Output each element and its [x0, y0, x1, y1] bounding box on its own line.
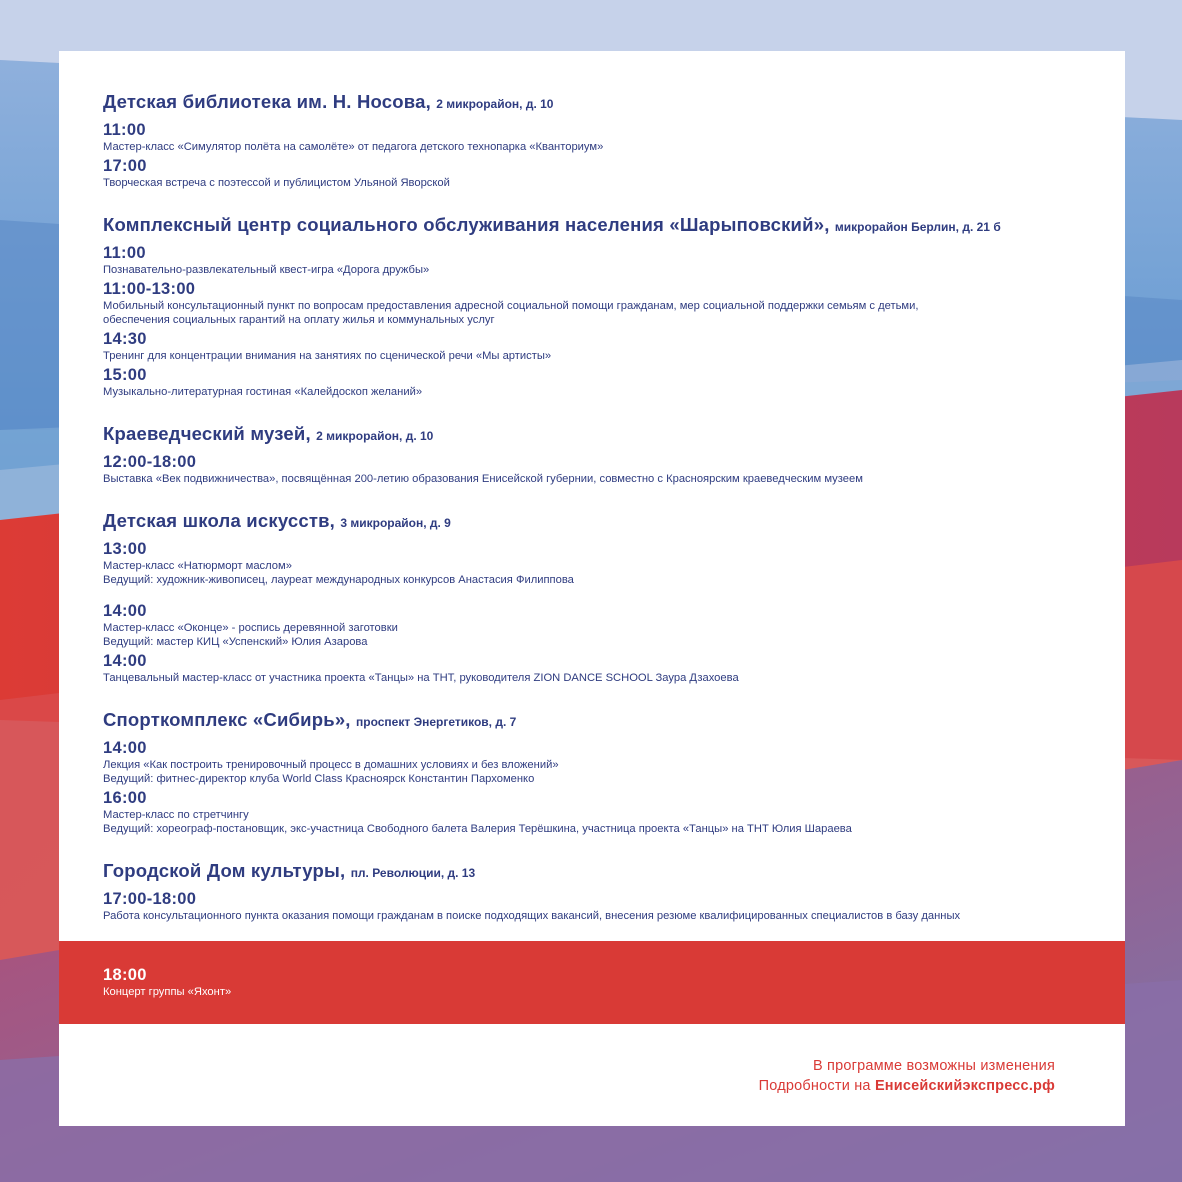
- event-description: Ведущий: фитнес-директор клуба World Class Красноярск Константин Пархоменко: [103, 773, 535, 785]
- footer-details-line: [759, 1076, 1055, 1096]
- event-description: Мастер-класс по стретчингу: [103, 809, 249, 821]
- event-description: Выставка «Век подвижничества», посвящённая 200-летию образования Енисейской губернии, совместно с Красноярским краеведческим музеем: [103, 473, 863, 485]
- venue-section: [103, 212, 1103, 399]
- event-time: 11:00-13:00: [103, 280, 196, 298]
- venue-section: [103, 707, 1103, 836]
- venue-section: [103, 508, 1103, 685]
- event-time: 17:00-18:00: [103, 890, 197, 908]
- venue-address: 2 микрорайон, д. 10: [316, 429, 434, 443]
- venue-address: пл. Революции, д. 13: [350, 866, 476, 880]
- event-description: Танцевальный мастер-класс от участника проекта «Танцы» на ТНТ, руководителя ZION DANCE SCHOOL Заура Дзахоева: [103, 672, 739, 684]
- event-time: 14:30: [103, 330, 147, 348]
- event-item: [103, 279, 1103, 327]
- venue-list: [103, 89, 1103, 945]
- event-description: Мобильный консультационный пункт по вопросам предоставления адресной социальной помощи гражданам, мер социальной поддержки семьям с детьми,: [103, 300, 919, 312]
- venue-heading: [103, 421, 1103, 449]
- highlight-text: Концерт группы «Яхонт»: [103, 986, 232, 998]
- event-description: Мастер-класс «Симулятор полёта на самолёте» от педагога детского технопарка «Кванториум»: [103, 141, 604, 153]
- event-description: Работа консультационного пункта оказания помощи гражданам в поиске подходящих вакансий, внесения резюме квалифицированных специалистов в базу данных: [103, 910, 961, 922]
- venue-address: 3 микрорайон, д. 9: [340, 516, 451, 530]
- event-item: [103, 365, 1103, 399]
- venue-name: Краеведческий музей,: [103, 423, 311, 444]
- event-description: Познавательно-развлекательный квест-игра «Дорога дружбы»: [103, 264, 430, 276]
- footer-note: [759, 1056, 1055, 1096]
- event-item: [103, 539, 1103, 587]
- event-item: [103, 738, 1103, 786]
- venue-name: Детская школа искусств,: [103, 510, 335, 531]
- event-item: [103, 156, 1103, 190]
- highlight-time: 18:00: [103, 966, 147, 984]
- event-description: Музыкально-литературная гостиная «Калейдоскоп желаний»: [103, 386, 423, 398]
- event-time: 12:00-18:00: [103, 453, 197, 471]
- event-time: 11:00: [103, 244, 146, 262]
- venue-address: проспект Энергетиков, д. 7: [356, 715, 517, 729]
- venue-heading: [103, 212, 1103, 240]
- event-item: [103, 889, 1103, 923]
- venue-name: Комплексный центр социального обслуживания населения «Шарыповский»,: [103, 214, 830, 235]
- event-item: [103, 329, 1103, 363]
- footer-site-link[interactable]: Енисейскийэкспресс.рф: [874, 1078, 1055, 1094]
- venue-heading: [103, 89, 1103, 117]
- event-time: 14:00: [103, 602, 147, 620]
- event-description: Ведущий: художник-живописец, лауреат международных конкурсов Анастасия Филиппова: [103, 574, 574, 586]
- event-time: 14:00: [103, 739, 147, 757]
- event-item: [103, 601, 1103, 649]
- event-description: Творческая встреча с поэтессой и публицистом Ульяной Яворской: [103, 177, 450, 189]
- event-description: Мастер-класс «Оконце» - роспись деревянной заготовки: [103, 622, 398, 634]
- venue-address: микрорайон Берлин, д. 21 б: [834, 220, 1001, 234]
- event-description: Мастер-класс «Натюрморт маслом»: [103, 560, 292, 572]
- event-description: Ведущий: хореограф-постановщик, экс-участница Свободного балета Валерия Терёшкина, участница проекта «Танцы» на ТНТ Юлия Шараева: [103, 823, 852, 835]
- event-time: 11:00: [103, 121, 146, 139]
- venue-name: Спорткомплекс «Сибирь»,: [103, 709, 351, 730]
- venue-heading: [103, 858, 1103, 886]
- event-description: Ведущий: мастер КИЦ «Успенский» Юлия Азарова: [103, 636, 368, 648]
- event-time: 14:00: [103, 652, 147, 670]
- venue-name: Городской Дом культуры,: [103, 860, 346, 881]
- venue-address: 2 микрорайон, д. 10: [436, 97, 554, 111]
- event-item: [103, 788, 1103, 836]
- venue-section: [103, 89, 1103, 190]
- event-description: Лекция «Как построить тренировочный процесс в домашних условиях и без вложений»: [103, 759, 559, 771]
- venue-section: [103, 858, 1103, 923]
- event-description: обеспечения социальных гарантий на оплату жилья и коммунальных услуг: [103, 314, 495, 326]
- venue-section: [103, 421, 1103, 486]
- event-item: [103, 120, 1103, 154]
- event-time: 13:00: [103, 540, 147, 558]
- schedule-card: [59, 51, 1125, 1126]
- highlight-band: [59, 941, 1125, 1024]
- venue-heading: [103, 508, 1103, 536]
- event-item: [103, 243, 1103, 277]
- event-description: Тренинг для концентрации внимания на занятиях по сценической речи «Мы артисты»: [103, 350, 552, 362]
- venue-name: Детская библиотека им. Н. Носова,: [103, 91, 431, 112]
- footer-details-prefix: Подробности на: [758, 1078, 871, 1094]
- venue-heading: [103, 707, 1103, 735]
- event-time: 16:00: [103, 789, 147, 807]
- event-time: 17:00: [103, 157, 147, 175]
- event-time: 15:00: [103, 366, 147, 384]
- footer-changes-note: В программе возможны изменения: [812, 1058, 1055, 1074]
- event-item: [103, 452, 1103, 486]
- event-item: [103, 651, 1103, 685]
